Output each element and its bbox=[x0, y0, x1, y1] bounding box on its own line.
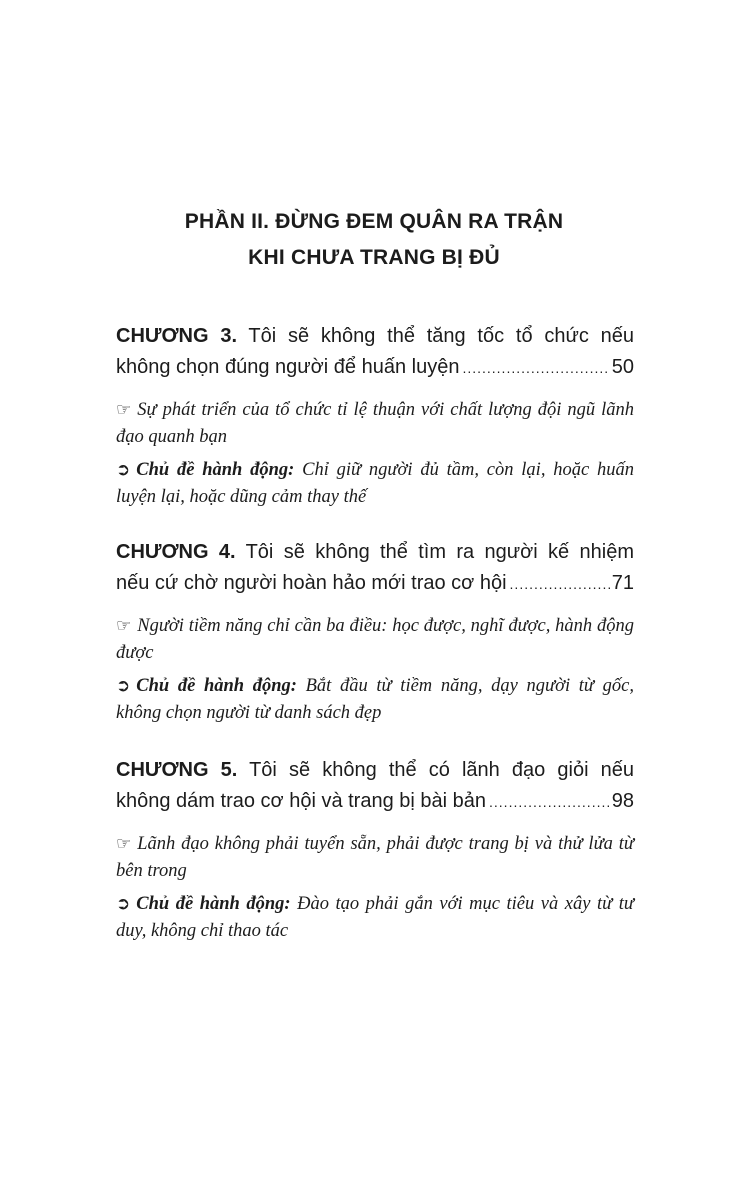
pointing-hand-icon: ☞ bbox=[116, 400, 132, 420]
action-theme bbox=[116, 673, 634, 727]
chapter-title-line-2 bbox=[116, 786, 634, 818]
action-theme-label: Chủ đề hành động: bbox=[136, 894, 291, 914]
chapter-label: CHƯƠNG 4. bbox=[116, 541, 236, 563]
part-title-line-2: KHI CHƯA TRANG BỊ ĐỦ bbox=[248, 246, 500, 269]
chapter-title-text: không dám trao cơ hội và trang bị bài bản bbox=[116, 790, 487, 812]
toc-entry-chapter-3[interactable] bbox=[116, 321, 634, 511]
pointing-hand-icon: ☞ bbox=[116, 616, 132, 636]
dot-leader bbox=[462, 353, 609, 384]
chapter-title-line-2 bbox=[116, 568, 634, 600]
action-theme bbox=[116, 891, 634, 945]
chapter-quote bbox=[116, 613, 634, 667]
action-theme-label: Chủ đề hành động: bbox=[136, 676, 297, 696]
arrow-circle-icon: ➲ bbox=[116, 894, 131, 914]
part-title-line-1: PHẦN II. ĐỪNG ĐEM QUÂN RA TRẬN bbox=[184, 210, 564, 233]
chapter-title-line-2 bbox=[116, 352, 634, 384]
action-theme-text: Chỉ giữ người đủ tầm, còn lại, hoặc huấn luyện lại, hoặc dũng cảm thay thế bbox=[116, 460, 634, 507]
arrow-circle-icon: ➲ bbox=[116, 460, 131, 480]
action-theme-text: Đào tạo phải gắn với mục tiêu và xây từ tư duy, không chỉ thao tác bbox=[116, 894, 634, 941]
action-theme bbox=[116, 457, 634, 511]
quote-text: Lãnh đạo không phải tuyển sẵn, phải được trang bị và thử lửa từ bên trong bbox=[116, 834, 634, 881]
chapter-label: CHƯƠNG 3. bbox=[116, 325, 237, 347]
chapter-title-text: không chọn đúng người để huấn luyện bbox=[116, 356, 460, 378]
pointing-hand-icon: ☞ bbox=[116, 834, 132, 854]
quote-text: Người tiềm năng chỉ cần ba điều: học được, nghĩ được, hành động được bbox=[116, 616, 634, 663]
quote-text: Sự phát triển của tổ chức tỉ lệ thuận với chất lượng đội ngũ lãnh đạo quanh bạn bbox=[116, 400, 634, 447]
chapter-title-line-1 bbox=[116, 321, 634, 352]
arrow-circle-icon: ➲ bbox=[116, 676, 131, 696]
page-number: 50 bbox=[611, 356, 634, 378]
chapter-title-line-1 bbox=[116, 755, 634, 786]
chapter-label: CHƯƠNG 5. bbox=[116, 759, 238, 781]
chapter-quote bbox=[116, 831, 634, 885]
toc-entry-chapter-5[interactable] bbox=[116, 755, 634, 945]
chapter-title-line-1 bbox=[116, 537, 634, 568]
chapter-title-text: Tôi sẽ không thể có lãnh đạo giỏi nếu bbox=[249, 759, 634, 781]
action-theme-label: Chủ đề hành động: bbox=[136, 460, 295, 480]
chapter-title-text: Tôi sẽ không thể tăng tốc tổ chức nếu bbox=[248, 325, 634, 347]
chapter-quote bbox=[116, 397, 634, 451]
action-theme-text: Bắt đầu từ tiềm năng, dạy người từ gốc, không chọn người từ danh sách đẹp bbox=[116, 676, 634, 723]
page-number: 71 bbox=[611, 572, 634, 594]
chapter-title-text: nếu cứ chờ người hoàn hảo mới trao cơ hội bbox=[116, 572, 507, 594]
chapter-title-text: Tôi sẽ không thể tìm ra người kế nhiệm bbox=[245, 541, 634, 563]
dot-leader bbox=[510, 569, 610, 600]
page-number: 98 bbox=[611, 790, 634, 812]
dot-leader bbox=[489, 787, 610, 818]
toc-entry-chapter-4[interactable] bbox=[116, 537, 634, 727]
